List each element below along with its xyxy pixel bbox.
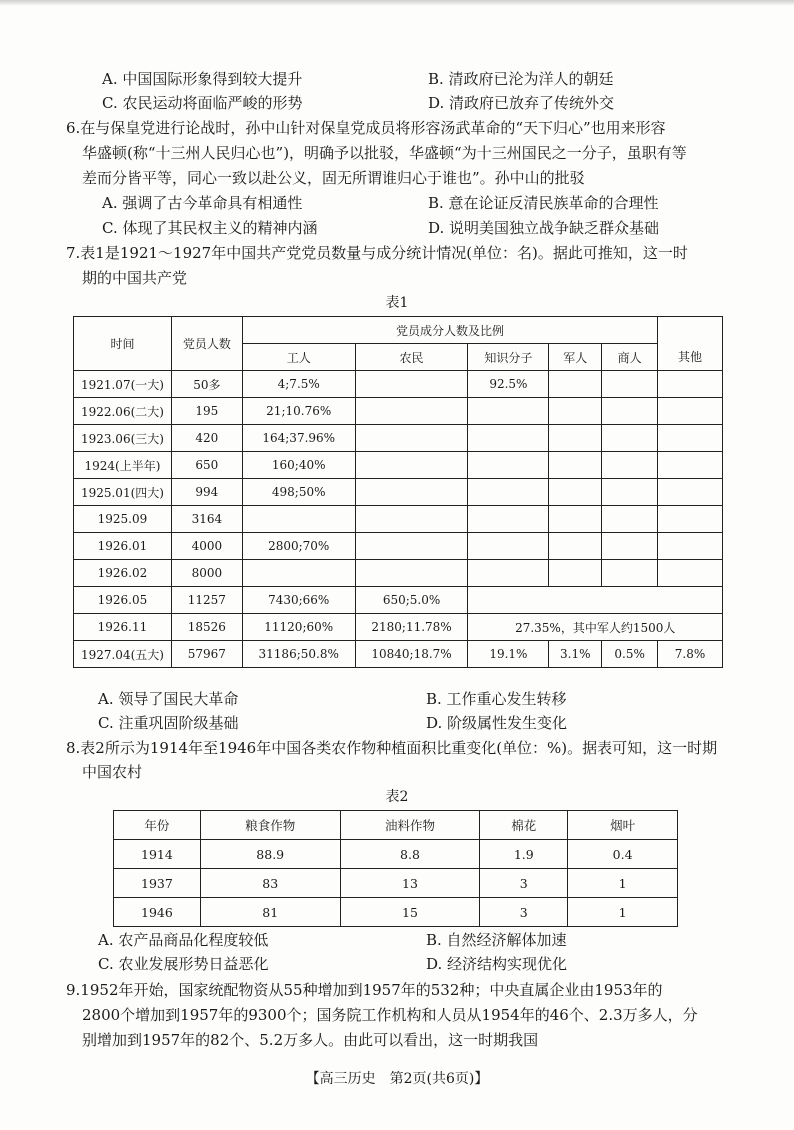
table2: [113, 810, 678, 927]
table1-header-merchant: 商人: [602, 344, 658, 371]
q8-option-a: A. 农产品商品化程度较低: [98, 931, 269, 949]
cell-time: 1925.09: [74, 506, 172, 533]
cell-time: 1926.01: [74, 533, 172, 560]
cell-merchant: [602, 506, 658, 533]
cell-merchant: [602, 371, 658, 398]
q8-stem-line-1: 8.表2所示为1914年至1946年中国各类农作物种植面积比重变化(单位：%)。据表可知，这一时期: [66, 739, 718, 757]
q9-stem-line-1: 9.1952年开始，国家统配物资从55种增加到1957年的532种；中央直属企业由1953年的: [66, 981, 663, 999]
cell-peasant: [355, 533, 468, 560]
table-row: [74, 587, 723, 614]
cell-year: 1937: [114, 869, 201, 898]
cell-peasant: [355, 479, 468, 506]
cell-time: 1923.06(三大): [74, 425, 172, 452]
cell-soldier: 3.1%: [549, 641, 602, 668]
q7-stem-line-1: 7.表1是1921～1927年中国共产党党员数量与成分统计情况(单位：名)。据此可推知，这一时: [66, 244, 688, 262]
cell-oil: 15: [340, 898, 480, 927]
table-row: [74, 641, 723, 668]
q7-option-b: B. 工作重心发生转移: [426, 690, 567, 708]
cell-merchant: [602, 479, 658, 506]
cell-worker: 11120;60%: [242, 614, 355, 641]
cell-soldier: [549, 533, 602, 560]
cell-other: [658, 425, 723, 452]
cell-soldier: [549, 425, 602, 452]
q5-option-b: B. 清政府已沦为洋人的朝廷: [428, 70, 614, 88]
cell-other: [658, 398, 723, 425]
cell-peasant: [355, 371, 468, 398]
q7-option-c: C. 注重巩固阶级基础: [98, 714, 239, 732]
cell-members: 57967: [171, 641, 242, 668]
cell-time: 1927.04(五大): [74, 641, 172, 668]
cell-time: 1926.11: [74, 614, 172, 641]
cell-peasant: [355, 452, 468, 479]
cell-intellectual: [468, 425, 549, 452]
cell-members: 8000: [171, 560, 242, 587]
cell-worker: 160;40%: [242, 452, 355, 479]
table1-header-time: 时间: [74, 317, 172, 371]
cell-grain: 83: [200, 869, 340, 898]
table-row: [74, 371, 723, 398]
cell-time: 1922.06(二大): [74, 398, 172, 425]
cell-time: 1924(上半年): [74, 452, 172, 479]
table-row: [74, 560, 723, 587]
cell-worker: [242, 506, 355, 533]
cell-year: 1914: [114, 840, 201, 869]
table-row: [74, 425, 723, 452]
table2-header-row: [114, 811, 678, 840]
cell-other: [658, 371, 723, 398]
cell-cotton: 1.9: [480, 840, 568, 869]
cell-time: 1926.05: [74, 587, 172, 614]
cell-other: [658, 479, 723, 506]
cell-other: [658, 506, 723, 533]
cell-worker: 2800;70%: [242, 533, 355, 560]
cell-merged-note: 27.35%，其中军人约1500人: [468, 614, 723, 641]
cell-merchant: [602, 425, 658, 452]
q7-option-a: A. 领导了国民大革命: [98, 690, 239, 708]
table1-header-peasant: 农民: [355, 344, 468, 371]
q8-option-b: B. 自然经济解体加速: [426, 931, 567, 949]
table1-header-spacer: [658, 317, 723, 344]
cell-merchant: [602, 398, 658, 425]
cell-other: [658, 452, 723, 479]
cell-worker: [242, 560, 355, 587]
cell-worker: 31186;50.8%: [242, 641, 355, 668]
cell-peasant: 2180;11.78%: [355, 614, 468, 641]
table1-header-worker: 工人: [242, 344, 355, 371]
cell-soldier: [549, 506, 602, 533]
cell-other: 7.8%: [658, 641, 723, 668]
table-row: [114, 898, 678, 927]
cell-peasant: [355, 506, 468, 533]
cell-cotton: 3: [480, 869, 568, 898]
table1: [73, 316, 723, 668]
cell-time: 1926.02: [74, 560, 172, 587]
table1-caption: 表1: [385, 295, 409, 311]
cell-tobacco: 1: [568, 869, 678, 898]
q8-option-c: C. 农业发展形势日益恶化: [98, 955, 269, 973]
table-row: [74, 533, 723, 560]
q5-option-c: C. 农民运动将面临严峻的形势: [102, 94, 303, 112]
cell-time: 1921.07(一大): [74, 371, 172, 398]
cell-members: 195: [171, 398, 242, 425]
cell-soldier: [549, 398, 602, 425]
table1-header-members: 党员人数: [171, 317, 242, 371]
table1-header-intellectual: 知识分子: [468, 344, 549, 371]
cell-members: 3164: [171, 506, 242, 533]
table-row: [74, 452, 723, 479]
cell-members: 18526: [171, 614, 242, 641]
table1-header-other: 其他: [658, 344, 723, 371]
cell-time: 1925.01(四大): [74, 479, 172, 506]
cell-intellectual: [468, 479, 549, 506]
cell-merchant: [602, 533, 658, 560]
q8-stem-line-2: 中国农村: [82, 763, 143, 781]
table2-header-oil: 油料作物: [340, 811, 480, 840]
cell-soldier: [549, 371, 602, 398]
q6-stem-line-1: 6.在与保皇党进行论战时，孙中山针对保皇党成员将形容汤武革命的“天下归心”也用来形容: [66, 119, 666, 137]
cell-members: 420: [171, 425, 242, 452]
table2-header-year: 年份: [114, 811, 201, 840]
cell-merchant: [602, 452, 658, 479]
cell-members: 994: [171, 479, 242, 506]
q6-option-a: A. 强调了古今革命具有相通性: [102, 194, 303, 212]
q6-stem-line-3: 差而分皆平等，同心一致以赴公义，固无所谓谁归心于谁也”。孙中山的批驳: [82, 169, 585, 187]
cell-intellectual: [468, 398, 549, 425]
q6-option-b: B. 意在论证反清民族革命的合理性: [428, 194, 659, 212]
table2-header-grain: 粮食作物: [200, 811, 340, 840]
q6-stem-line-2: 华盛顿(称“十三州人民归心也”)，明确予以批驳，华盛顿“为十三州国民之一分子，虽职有等: [82, 144, 687, 162]
cell-worker: 21;10.76%: [242, 398, 355, 425]
cell-intellectual: [468, 560, 549, 587]
cell-worker: 498;50%: [242, 479, 355, 506]
q8-option-d: D. 经济结构实现优化: [426, 955, 568, 973]
table2-header-tobacco: 烟叶: [568, 811, 678, 840]
cell-intellectual: [468, 452, 549, 479]
page-footer: 【高三历史 第2页(共6页)】: [305, 1071, 489, 1087]
table2-caption: 表2: [385, 789, 409, 805]
cell-merchant: [602, 560, 658, 587]
cell-worker: 164;37.96%: [242, 425, 355, 452]
cell-year: 1946: [114, 898, 201, 927]
cell-other: [658, 560, 723, 587]
table-row: [114, 869, 678, 898]
q6-option-d: D. 说明美国独立战争缺乏群众基础: [428, 219, 660, 237]
cell-members: 50多: [171, 371, 242, 398]
cell-members: 4000: [171, 533, 242, 560]
cell-peasant: 10840;18.7%: [355, 641, 468, 668]
q5-option-a: A. 中国国际形象得到较大提升: [102, 70, 303, 88]
cell-intellectual: 92.5%: [468, 371, 549, 398]
table-row: [114, 840, 678, 869]
scan-top-edge: [0, 0, 794, 6]
cell-soldier: [549, 479, 602, 506]
q6-option-c: C. 体现了其民权主义的精神内涵: [102, 219, 318, 237]
q9-stem-line-2: 2800个增加到1957年的9300个；国务院工作机构和人员从1954年的46个、2.3万多人，分: [82, 1006, 698, 1024]
table1-header-group: 党员成分人数及比例: [242, 317, 657, 344]
table-row: [74, 398, 723, 425]
cell-members: 650: [171, 452, 242, 479]
table1-header-soldier: 军人: [549, 344, 602, 371]
cell-intellectual: 19.1%: [468, 641, 549, 668]
cell-soldier: [549, 452, 602, 479]
cell-grain: 88.9: [200, 840, 340, 869]
cell-oil: 13: [340, 869, 480, 898]
cell-tobacco: 0.4: [568, 840, 678, 869]
q9-stem-line-3: 别增加到1957年的82个、5.2万多人。由此可以看出，这一时期我国: [82, 1031, 539, 1049]
q7-option-d: D. 阶级属性发生变化: [426, 714, 568, 732]
cell-soldier: [549, 560, 602, 587]
table2-header-cotton: 棉花: [480, 811, 568, 840]
cell-peasant: [355, 425, 468, 452]
cell-merchant: 0.5%: [602, 641, 658, 668]
table-row: [74, 506, 723, 533]
table-row: [74, 614, 723, 641]
cell-members: 11257: [171, 587, 242, 614]
cell-peasant: [355, 560, 468, 587]
cell-oil: 8.8: [340, 840, 480, 869]
q7-stem-line-2: 期的中国共产党: [82, 269, 188, 287]
cell-peasant: [355, 398, 468, 425]
table-row: [74, 479, 723, 506]
cell-worker: 7430;66%: [242, 587, 355, 614]
cell-worker: 4;7.5%: [242, 371, 355, 398]
cell-intellectual: [468, 533, 549, 560]
cell-tobacco: 1: [568, 898, 678, 927]
cell-intellectual: [468, 506, 549, 533]
cell-other: [658, 533, 723, 560]
cell-grain: 81: [200, 898, 340, 927]
q5-option-d: D. 清政府已放弃了传统外交: [428, 94, 615, 112]
cell-merged-empty: [468, 587, 723, 614]
cell-peasant: 650;5.0%: [355, 587, 468, 614]
cell-cotton: 3: [480, 898, 568, 927]
